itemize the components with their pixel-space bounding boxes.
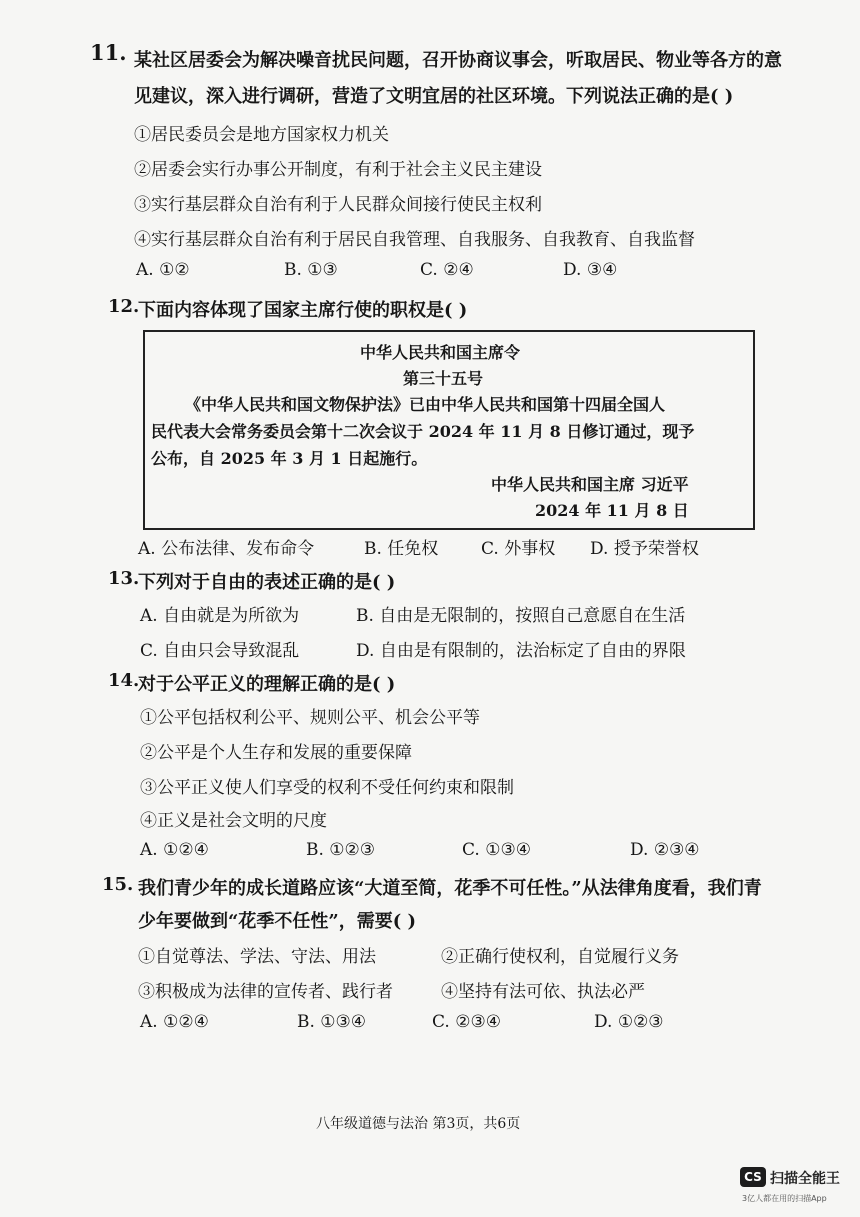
camscanner-logo-icon: CS [740, 1167, 766, 1187]
q12-option-b: B. 任免权 [364, 539, 439, 559]
q15-option-a: A. ①②④ [140, 1012, 209, 1032]
q15-option-c: C. ②③④ [432, 1012, 501, 1032]
scanner-app-name: 扫描全能王 [770, 1171, 840, 1187]
q15-item-2: ②正确行使权利，自觉履行义务 [441, 947, 679, 967]
q13-stem: 下列对于自由的表述正确的是( ) [138, 572, 396, 593]
q14-option-a: A. ①②④ [140, 840, 209, 860]
q13-number: 13. [108, 568, 140, 589]
q12-option-c: C. 外事权 [481, 539, 556, 559]
q15-stem-line2: 少年要做到“花季不任性”，需要( ) [138, 911, 417, 932]
q15-number: 15. [102, 874, 134, 895]
decree-date: 2024 年 11 月 8 日 [535, 501, 689, 520]
decree-title: 中华人民共和国主席令 [360, 343, 521, 362]
q11-option-d: D. ③④ [563, 260, 618, 280]
q11-item-1: ①居民委员会是地方国家权力机关 [134, 125, 389, 145]
q11-stem-line2: 见建议，深入进行调研，营造了文明宜居的社区环境。下列说法正确的是( ) [134, 86, 734, 107]
decree-number: 第三十五号 [403, 369, 484, 388]
q15-item-1: ①自觉尊法、学法、守法、用法 [138, 947, 376, 967]
q12-option-d: D. 授予荣誉权 [590, 539, 699, 559]
decree-body-line1: 《中华人民共和国文物保护法》已由中华人民共和国第十四届全国人 [185, 395, 666, 414]
q15-item-3: ③积极成为法律的宣传者、践行者 [138, 982, 393, 1002]
page-footer: 八年级道德与法治 第3页，共6页 [316, 1116, 521, 1132]
q15-stem-line1: 我们青少年的成长道路应该“大道至简，花季不可任性。”从法律角度看，我们青 [138, 878, 762, 899]
q14-option-c: C. ①③④ [462, 840, 531, 860]
q12-number: 12. [108, 296, 140, 317]
q12-option-a: A. 公布法律、发布命令 [138, 539, 315, 559]
q14-stem: 对于公平正义的理解正确的是( ) [138, 674, 396, 695]
q15-item-4: ④坚持有法可依、执法必严 [441, 982, 645, 1002]
q11-number: 11. [90, 40, 127, 65]
q11-item-2: ②居委会实行办事公开制度，有利于社会主义民主建设 [134, 160, 542, 180]
q14-item-1: ①公平包括权利公平、规则公平、机会公平等 [140, 708, 480, 728]
q15-option-d: D. ①②③ [594, 1012, 664, 1032]
decree-signer: 中华人民共和国主席 习近平 [491, 475, 689, 494]
decree-body-line2: 民代表大会常务委员会第十二次会议于 2024 年 11 月 8 日修订通过，现予 [151, 422, 695, 441]
q11-option-a: A. ①② [136, 260, 190, 280]
q14-item-2: ②公平是个人生存和发展的重要保障 [140, 743, 412, 763]
q11-item-4: ④实行基层群众自治有利于居民自我管理、自我服务、自我教育、自我监督 [134, 230, 695, 250]
q13-option-a: A. 自由就是为所欲为 [140, 606, 300, 626]
q11-item-3: ③实行基层群众自治有利于人民群众间接行使民主权利 [134, 195, 542, 215]
presidential-decree-box [143, 330, 755, 530]
decree-body-line3: 公布，自 2025 年 3 月 1 日起施行。 [151, 449, 428, 468]
q13-option-d: D. 自由是有限制的，法治标定了自由的界限 [356, 641, 686, 661]
q14-option-d: D. ②③④ [630, 840, 700, 860]
q14-item-3: ③公平正义使人们享受的权利不受任何约束和限制 [140, 778, 514, 798]
q14-item-4: ④正义是社会文明的尺度 [140, 811, 327, 831]
q15-option-b: B. ①③④ [297, 1012, 367, 1032]
q11-stem-line1: 某社区居委会为解决噪音扰民问题，召开协商议事会，听取居民、物业等各方的意 [134, 50, 782, 71]
scanner-app-tagline: 3亿人都在用的扫描App [742, 1194, 827, 1203]
q13-option-b: B. 自由是无限制的，按照自己意愿自在生活 [356, 606, 686, 626]
q11-option-c: C. ②④ [420, 260, 474, 280]
q13-option-c: C. 自由只会导致混乱 [140, 641, 300, 661]
q14-number: 14. [108, 670, 140, 691]
q14-option-b: B. ①②③ [306, 840, 376, 860]
q11-option-b: B. ①③ [284, 260, 338, 280]
q12-stem: 下面内容体现了国家主席行使的职权是( ) [138, 300, 468, 321]
